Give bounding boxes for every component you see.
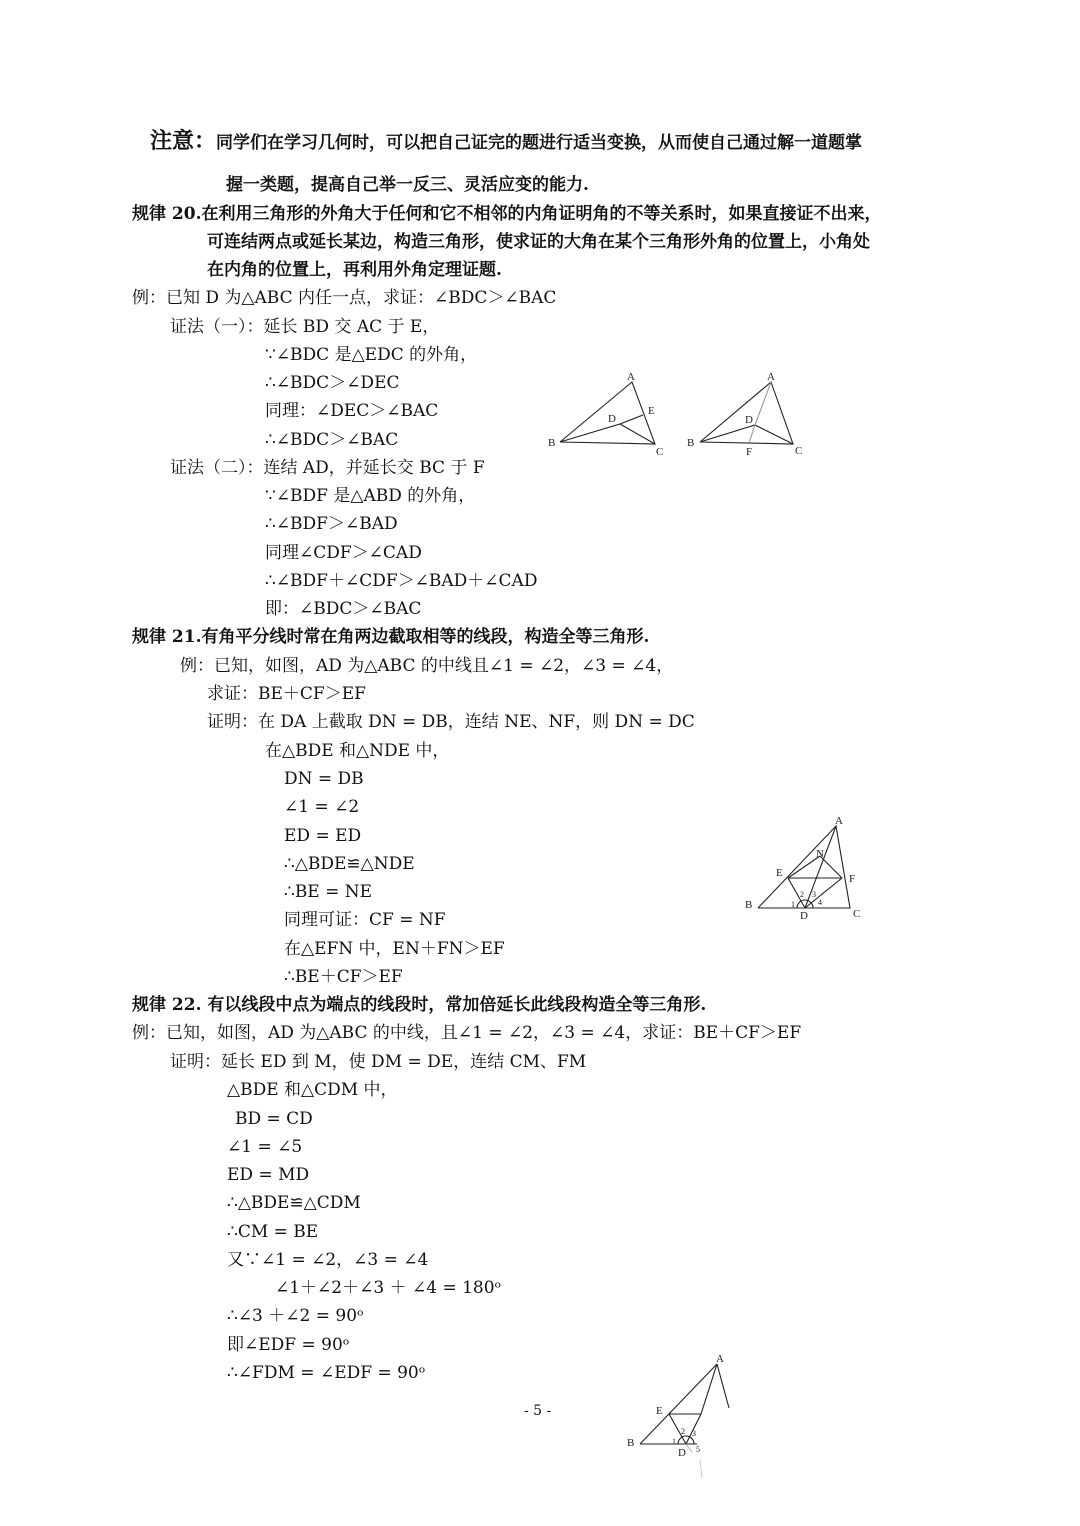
rule21-prove: 求证：BE＋CF＞EF <box>207 684 366 704</box>
label-E: E <box>656 1405 663 1417</box>
rule20-title: 规律 20.在利用三角形的外角大于任何和它不相邻的内角证明角的不等关系时，如果直接证不出来， <box>132 204 882 224</box>
label-E: E <box>776 867 783 879</box>
rule21-p7: ∴BE = NE <box>284 882 373 902</box>
rule20-m1c: 同理：∠DEC＞∠BAC <box>265 401 439 421</box>
rule21-title: 规律 21.有角平分线时常在角两边截取相等的线段，构造全等三角形. <box>132 627 650 647</box>
rule22-p7: ∴CM = BE <box>227 1222 319 1242</box>
rule20-m2a: ∵∠BDF 是△ABD 的外角， <box>265 486 476 506</box>
rule21-p5: ED = ED <box>284 826 362 846</box>
rule20-m1d: ∴∠BDC＞∠BAC <box>265 430 399 450</box>
rule20-m1a: ∵∠BDC 是△EDC 的外角， <box>265 345 478 365</box>
label-A: A <box>835 815 843 827</box>
label-D: D <box>608 413 616 425</box>
page-number: - 5 - <box>524 1403 552 1419</box>
rule22-example: 例：已知，如图，AD 为△ABC 的中线，且∠1 = ∠2，∠3 = ∠4，求证：BE＋CF＞EF <box>132 1023 802 1043</box>
rule22-p4: ∠1 = ∠5 <box>227 1137 303 1157</box>
note-line2: 握一类题，提高自己举一反三、灵活应变的能力. <box>226 175 589 195</box>
label-B: B <box>548 437 556 449</box>
angle-1: 1 <box>791 900 795 909</box>
angle-5: 5 <box>696 1445 700 1454</box>
rule22-p11: 即∠EDF = 90ᵒ <box>227 1335 350 1355</box>
label-A: A <box>716 1353 724 1365</box>
label-B: B <box>745 899 753 911</box>
rule21-p4: ∠1 = ∠2 <box>284 797 360 817</box>
rule20-method2: 证法（二）：连结 AD，并延长交 BC 于 F <box>170 458 485 478</box>
rule22-p3: BD = CD <box>235 1109 313 1129</box>
rule20-m2e: 即：∠BDC＞∠BAC <box>265 599 422 619</box>
figure-rule20-method2 <box>685 368 810 460</box>
rule21-example: 例：已知，如图，AD 为△ABC 的中线且∠1 = ∠2，∠3 = ∠4， <box>180 656 674 676</box>
label-B: B <box>687 437 695 449</box>
label-C: C <box>795 445 803 457</box>
rule21-p1: 证明：在 DA 上截取 DN = DB，连结 NE、NF，则 DN = DC <box>207 712 695 732</box>
label-C: C <box>656 446 664 458</box>
rule20-line2: 可连结两点或延长某边，构造三角形，使求证的大角在某个三角形外角的位置上，小角处 <box>207 232 870 252</box>
rule21-p3: DN = DB <box>284 769 364 789</box>
label-E: E <box>648 405 655 417</box>
rule21-p8: 同理可证：CF = NF <box>284 910 446 930</box>
label-B: B <box>627 1437 635 1449</box>
rule21-p9: 在△EFN 中，EN＋FN＞EF <box>284 939 505 959</box>
angle-4: 4 <box>818 898 822 907</box>
rule20-example: 例：已知 D 为△ABC 内任一点，求证：∠BDC＞∠BAC <box>132 288 557 308</box>
angle-2: 2 <box>800 890 804 899</box>
rule20-m2c: 同理∠CDF＞∠CAD <box>265 543 422 563</box>
label-F: F <box>849 873 856 885</box>
angle-1: 1 <box>672 1437 676 1446</box>
figure-rule22 <box>622 1350 742 1485</box>
label-C: C <box>853 908 861 920</box>
note-line1: 注意：同学们在学习几何时，可以把自己证完的题进行适当变换，从而使自己通过解一道题掌 <box>150 128 863 154</box>
rule22-p1: 证明：延长 ED 到 M，使 DM = DE，连结 CM、FM <box>170 1052 587 1072</box>
label-D: D <box>800 910 808 922</box>
label-F: F <box>746 446 753 458</box>
angle-2: 2 <box>681 1427 685 1436</box>
label-A: A <box>767 371 775 383</box>
figure-rule21 <box>740 812 870 922</box>
label-D: D <box>745 414 753 426</box>
rule20-method1: 证法（一）：延长 BD 交 AC 于 E， <box>170 317 440 337</box>
rule22-title: 规律 22. 有以线段中点为端点的线段时，常加倍延长此线段构造全等三角形. <box>132 995 707 1015</box>
rule22-p9: ∠1＋∠2＋∠3 ＋ ∠4 = 180ᵒ <box>275 1278 502 1298</box>
rule22-p10: ∴∠3 ＋∠2 = 90ᵒ <box>227 1306 364 1326</box>
rule20-m2b: ∴∠BDF＞∠BAD <box>265 514 398 534</box>
label-A: A <box>627 371 635 383</box>
rule22-p2: △BDE 和△CDM 中， <box>227 1080 398 1100</box>
rule22-p6: ∴△BDE≌△CDM <box>227 1193 361 1213</box>
label-N: N <box>816 848 824 860</box>
rule22-p12: ∴∠FDM = ∠EDF = 90ᵒ <box>227 1363 426 1383</box>
rule22-p5: ED = MD <box>227 1165 310 1185</box>
label-D: D <box>678 1447 686 1459</box>
angle-3: 3 <box>692 1429 696 1438</box>
rule20-line3: 在内角的位置上，再利用外角定理证题. <box>207 260 502 280</box>
rule21-p6: ∴△BDE≌△NDE <box>284 854 415 874</box>
rule21-p10: ∴BE＋CF＞EF <box>284 967 403 987</box>
angle-3: 3 <box>812 890 816 899</box>
rule20-m1b: ∴∠BDC＞∠DEC <box>265 373 400 393</box>
rule22-p8: 又∵∠1 = ∠2，∠3 = ∠4 <box>227 1250 429 1270</box>
figure-rule20-method1 <box>545 368 675 458</box>
rule20-m2d: ∴∠BDF＋∠CDF＞∠BAD＋∠CAD <box>265 571 538 591</box>
note-label: 注意： <box>150 128 217 154</box>
rule21-p2: 在△BDE 和△NDE 中， <box>265 741 450 761</box>
